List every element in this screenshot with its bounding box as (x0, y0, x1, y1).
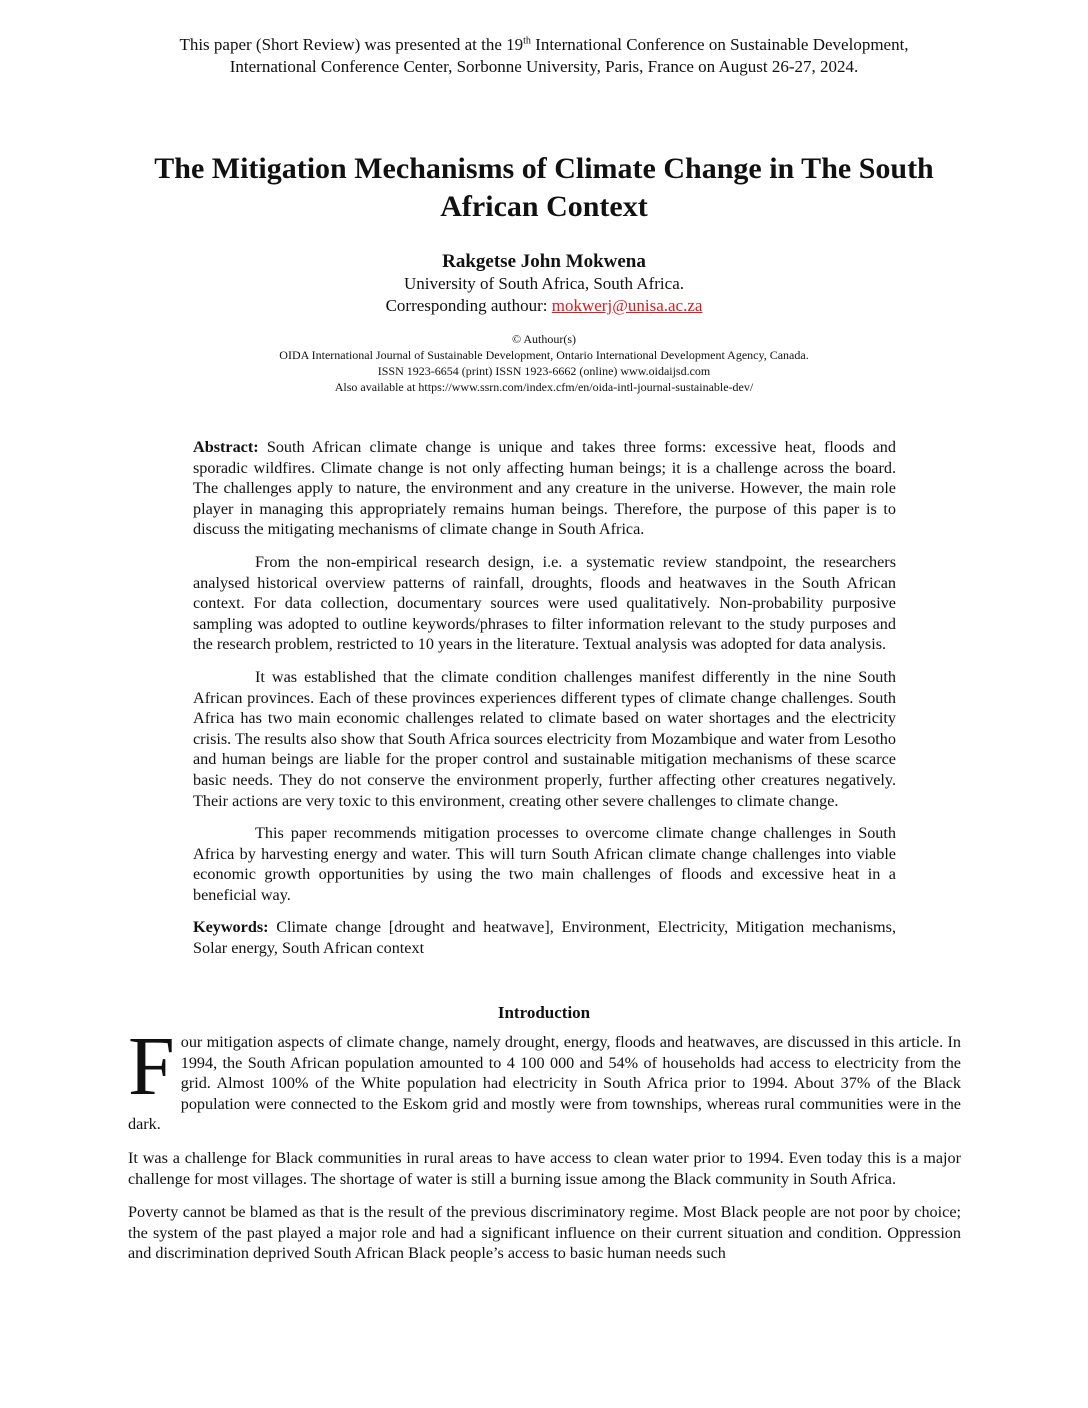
abstract-text: South African climate change is unique and takes three forms: excessive heat, floods and sporadic wildfires. Climate change is not only affecting human beings; it is a challenge across the board. The challenges apply to nature, the environment and any creature in the universe. However, the main role player in managing this appropriately remains human beings. Therefore, the purpose of this paper is to discuss the mitigating mechanisms of climate change in South Africa. (193, 438, 896, 539)
abstract-paragraph: It was established that the climate condition challenges manifest differently in the nine South African provinces. Each of these provinces experiences different types of climate change challenges. South Africa has two main economic challenges related to climate based on water shortages and the electricity crisis. The results also show that South Africa sources electricity from Mozambique and water from Lesotho and human beings are liable for the proper control and sustainable mitigation mechanisms of these scarce basic needs. They do not conserve the environment properly, further affecting other creatures negatively. Their actions are very toxic to this environment, creating other severe challenges to climate change. (193, 667, 896, 810)
paper-title: The Mitigation Mechanisms of Climate Change in The South African Context (154, 152, 934, 223)
introduction-section (128, 1020, 961, 1277)
drop-cap: F (128, 1020, 175, 1113)
conference-note (130, 34, 958, 78)
introduction-heading: Introduction (497, 1003, 591, 1022)
issn-line: ISSN 1923-6654 (print) ISSN 1923-6662 (online) www.oidaijsd.com (377, 364, 711, 378)
intro-paragraph: It was a challenge for Black communities in rural areas to have access to clean water prior to 1994. Even today this is a major challenge for most villages. The shortage of water is still a burning issue among the Black community in South Africa. (128, 1148, 961, 1188)
author-affiliation: University of South Africa, South Africa. (404, 274, 684, 293)
intro-paragraph: Poverty cannot be blamed as that is the result of the previous discriminatory regime. Most Black people are not poor by choice; the system of the past played a major role and had a significant influence on their current situation and condition. Oppression and discrimination deprived South African Black people’s access to basic human needs such (128, 1203, 961, 1263)
author-name: Rakgetse John Mokwena (442, 251, 646, 272)
conference-note-sup: th (523, 35, 531, 47)
keywords-text: Climate change [drought and heatwave], Environment, Electricity, Mitigation mechanisms, Solar energy, South African context (193, 918, 896, 958)
intro-paragraph (128, 1020, 961, 1135)
abstract-section (193, 437, 896, 971)
journal-line: OIDA International Journal of Sustainable Development, Ontario International Development Agency, Canada. (279, 348, 809, 362)
conference-note-line2: International Conference Center, Sorbonne University, Paris, France on August 26-27, 2024. (229, 57, 859, 76)
keywords-label: Keywords: (193, 918, 269, 937)
conference-note-post: International Conference on Sustainable Development, (530, 35, 909, 54)
copyright-line: © Authour(s) (511, 332, 577, 346)
conference-note-pre: This paper (Short Review) was presented at the 19 (179, 35, 524, 54)
journal-meta (130, 331, 958, 395)
intro-text: our mitigation aspects of climate change, namely drought, energy, floods and heatwaves, are discussed in this article. In 1994, the South African population amounted to 4 100 000 and 54% of households had access to electricity from the grid. Almost 100% of the White population had electricity in South Africa prior to 1994. About 37% of the Black population were connected to the Eskom grid and mostly were from townships, whereas rural communities were in the dark. (128, 1033, 961, 1134)
keywords-paragraph (193, 917, 896, 958)
corresponding-author (130, 295, 958, 317)
corresponding-email-link[interactable]: mokwerj@unisa.ac.za (551, 296, 703, 315)
abstract-paragraph: From the non-empirical research design, i.e. a systematic review standpoint, the researchers analysed historical overview patterns of rainfall, droughts, floods and heatwaves in the South African context. For data collection, documentary sources were used qualitatively. Non-probability purposive sampling was adopted to outline keywords/phrases to filter information relevant to the study purposes and the research problem, restricted to 10 years in the literature. Textual analysis was adopted for data analysis. (193, 552, 896, 654)
abstract-paragraph (193, 437, 896, 540)
availability-line: Also available at https://www.ssrn.com/index.cfm/en/oida-intl-journal-sustainable-dev/ (334, 380, 754, 394)
abstract-label: Abstract: (193, 438, 259, 456)
abstract-paragraph: This paper recommends mitigation processes to overcome climate change challenges in South Africa by harvesting energy and water. This will turn South African climate change challenges into viable economic growth opportunities by using the two main challenges of floods and excessive heat in a beneficial way. (193, 824, 896, 904)
corresponding-label: Corresponding authour: (385, 296, 552, 315)
